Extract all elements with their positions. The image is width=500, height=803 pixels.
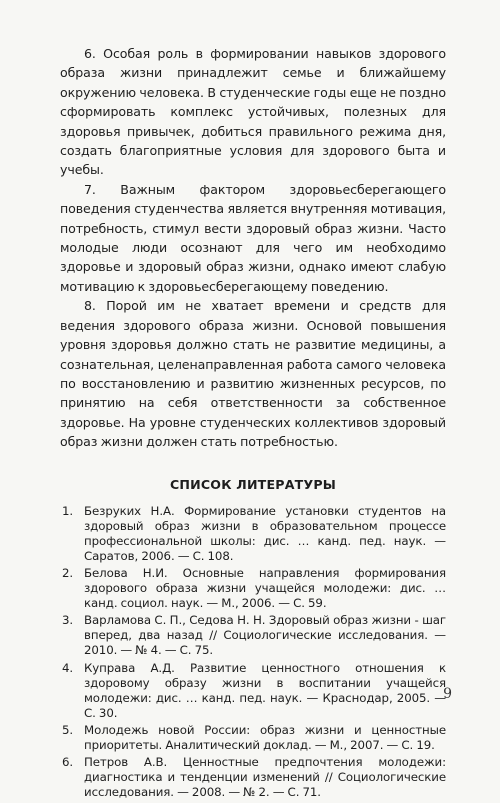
paragraph: 7. Важным фактором здоровьесберегающего поведения студенчества является внутренняя мотивация, потребность, стимул вести здоровый образ жизни. Часто молодые люди осознают для чего им необходимо здоровье и здоровый образ жизни, однако имеют слабую мотивацию к здоровьесберегающему поведению. — [60, 181, 446, 294]
reference-item — [60, 566, 446, 611]
reference-item — [60, 723, 446, 753]
reference-item — [60, 661, 446, 721]
reference-text: Безруких Н.А. Формирование установки студентов на здоровый образ жизни в образовательном процессе профессиональной школы: дис. … канд. пед. наук. — Саратов, 2006. — С. 108. — [84, 503, 446, 563]
reference-text: Куправа А.Д. Развитие ценностного отношения к здоровому образу жизни в воспитании учащейся молодежи: дис. … канд. пед. наук. — Краснодар, 2005. — С. 30. — [84, 660, 446, 720]
paragraph: 8. Порой им не хватает времени и средств для ведения здорового образа жизни. Основой повышения уровня здоровья должно стать не развитие медицины, а сознательная, целенаправленная работа самого человека по восстановлению и развитию жизненных ресурсов, по принятию на себя ответственности за собственное здоровье. На уровне студенческих коллективов здоровый образ жизни должен стать потребностью. — [60, 298, 446, 450]
reference-text: Белова Н.И. Основные направления формирования здорового образа жизни учащейся молодежи: дис. … канд. социол. наук. — М., 2006. — С. 59. — [84, 565, 446, 610]
reference-text: Варламова С. П., Седова Н. Н. Здоровый образ жизни - шаг вперед, два назад // Социологические исследования. — 2010. — № 4. — С. 75. — [84, 613, 446, 658]
reference-item — [60, 613, 446, 658]
references-list — [60, 504, 446, 801]
reference-text: Молодежь новой России: образ жизни и ценностные приоритеты. Аналитический доклад. — М., 2007. — С. 19. — [84, 723, 446, 753]
reference-number: 3. — [62, 613, 74, 628]
reference-number: 1. — [62, 503, 74, 518]
reference-number: 2. — [62, 565, 74, 580]
reference-item — [60, 755, 446, 800]
page-number: 9 — [443, 686, 452, 702]
reference-number: 5. — [62, 723, 74, 738]
page-body — [60, 44, 446, 803]
paragraph: 6. Особая роль в формировании навыков здорового образа жизни принадлежит семье и ближайшему окружению человека. В студенческие годы еще не поздно сформировать комплекс устойчивых, полезных для здоровья привычек, добиться правильного режима дня, создать благоприятные условия для здорового быта и учебы. — [60, 46, 446, 178]
reference-number: 4. — [62, 660, 74, 675]
references-heading: СПИСОК ЛИТЕРАТУРЫ — [169, 476, 337, 492]
reference-text: Петров А.В. Ценностные предпочтения молодежи: диагностика и тенденции изменений // Социологические исследования. — 2008. — № 2. — С. 71. — [84, 755, 446, 800]
reference-number: 6. — [62, 755, 74, 770]
reference-item — [60, 504, 446, 564]
